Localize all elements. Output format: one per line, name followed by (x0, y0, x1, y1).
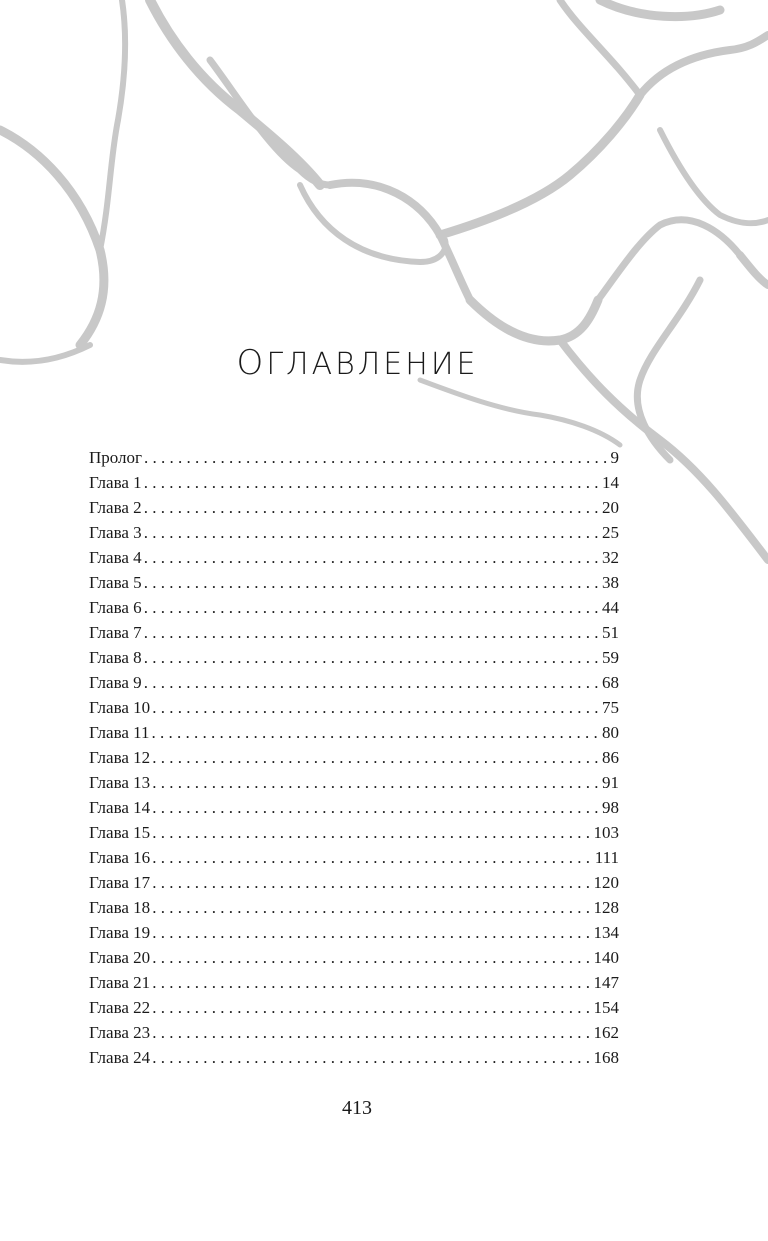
toc-entry-page: 120 (593, 873, 619, 892)
toc-leader-dots (152, 795, 600, 820)
toc-entry-page: 91 (602, 773, 619, 792)
toc-entry-page: 162 (593, 1023, 619, 1042)
toc-entry-label: Глава 7 (89, 623, 142, 642)
toc-leader-dots (144, 445, 608, 470)
toc-entry-page: 111 (594, 848, 619, 867)
toc-entry (89, 695, 619, 720)
toc-entry-label: Глава 4 (89, 548, 142, 567)
toc-leader-dots (144, 595, 600, 620)
toc-leader-dots (152, 770, 600, 795)
toc-leader-dots (152, 920, 591, 945)
toc-entry (89, 495, 619, 520)
toc-entry (89, 545, 619, 570)
toc-leader-dots (144, 495, 600, 520)
toc-entry (89, 995, 619, 1020)
toc-entry (89, 745, 619, 770)
toc-entry (89, 645, 619, 670)
toc-entry (89, 895, 619, 920)
toc-entry-page: 147 (593, 973, 619, 992)
toc-entry (89, 945, 619, 970)
toc-entry (89, 920, 619, 945)
toc-entry-page: 51 (602, 623, 619, 642)
toc-leader-dots (144, 520, 600, 545)
toc-entry (89, 770, 619, 795)
toc-leader-dots (152, 895, 591, 920)
toc-leader-dots (152, 820, 591, 845)
toc-entry-label: Глава 24 (89, 1048, 151, 1067)
toc-entry (89, 820, 619, 845)
toc-entry (89, 670, 619, 695)
toc-entry-label: Глава 21 (89, 973, 151, 992)
toc-entry (89, 445, 619, 470)
toc-entry (89, 970, 619, 995)
toc-entry-label: Глава 8 (89, 648, 142, 667)
toc-entry-page: 168 (593, 1048, 619, 1067)
toc-entry (89, 1045, 619, 1070)
toc-entry-page: 103 (593, 823, 619, 842)
toc-entry-label: Глава 15 (89, 823, 151, 842)
toc-entry (89, 870, 619, 895)
toc-leader-dots (144, 670, 600, 695)
toc-entry-label: Глава 3 (89, 523, 142, 542)
toc-entry-page: 59 (602, 648, 619, 667)
toc-leader-dots (152, 970, 591, 995)
toc-title-rest: ГЛАВЛЕНИЕ (266, 347, 479, 382)
toc-leader-dots (144, 645, 600, 670)
toc-entry-page: 140 (593, 948, 619, 967)
toc-leader-dots (144, 470, 600, 495)
toc-entry-label: Глава 12 (89, 748, 151, 767)
toc-leader-dots (152, 995, 591, 1020)
toc-leader-dots (152, 745, 600, 770)
toc-entry-label: Глава 6 (89, 598, 142, 617)
toc-leader-dots (152, 720, 600, 745)
toc-leader-dots (152, 1045, 591, 1070)
toc-entry-page: 98 (602, 798, 619, 817)
toc-entry (89, 1020, 619, 1045)
toc-entry-label: Глава 23 (89, 1023, 151, 1042)
toc-entry-label: Глава 16 (89, 848, 151, 867)
toc-entry-label: Глава 19 (89, 923, 151, 942)
toc-entry-page: 25 (602, 523, 619, 542)
toc-entry (89, 520, 619, 545)
toc-entry (89, 845, 619, 870)
toc-entry-label: Глава 10 (89, 698, 151, 717)
toc-entry-label: Глава 2 (89, 498, 142, 517)
toc-leader-dots (152, 870, 591, 895)
toc-leader-dots (144, 545, 600, 570)
toc-entry-label: Глава 13 (89, 773, 151, 792)
toc-entry-label: Глава 14 (89, 798, 151, 817)
toc-leader-dots (152, 1020, 591, 1045)
toc-title-initial: О (236, 343, 267, 383)
toc-entry (89, 470, 619, 495)
toc-entry-page: 32 (602, 548, 619, 567)
toc-entry (89, 570, 619, 595)
toc-entry-label: Глава 11 (89, 723, 150, 742)
page-number: 413 (342, 1097, 372, 1119)
toc-entry-page: 86 (602, 748, 619, 767)
toc-entry-page: 38 (602, 573, 619, 592)
toc-entry-page: 154 (593, 998, 619, 1017)
toc-entry-label: Глава 17 (89, 873, 151, 892)
toc-entry-label: Глава 9 (89, 673, 142, 692)
toc-entry-page: 44 (602, 598, 619, 617)
toc-entry-page: 9 (610, 448, 619, 467)
toc-entry (89, 720, 619, 745)
toc-entry (89, 620, 619, 645)
toc-entry-label: Глава 1 (89, 473, 142, 492)
toc-leader-dots (152, 845, 593, 870)
toc-entry-label: Глава 22 (89, 998, 151, 1017)
toc-entry-label: Глава 18 (89, 898, 151, 917)
toc-entry-page: 80 (602, 723, 619, 742)
toc-leader-dots (144, 620, 600, 645)
toc-entry-label: Глава 20 (89, 948, 151, 967)
toc-entry-page: 134 (593, 923, 619, 942)
toc-entry-page: 20 (602, 498, 619, 517)
toc-leader-dots (152, 945, 591, 970)
toc-leader-dots (144, 570, 600, 595)
toc-entry-label: Глава 5 (89, 573, 142, 592)
toc-entry-page: 128 (593, 898, 619, 917)
toc-entry-label: Пролог (89, 448, 143, 467)
toc-entry-page: 14 (602, 473, 619, 492)
toc-leader-dots (152, 695, 600, 720)
table-of-contents (89, 445, 619, 1070)
toc-title (0, 343, 715, 383)
toc-entry-page: 75 (602, 698, 619, 717)
toc-entry (89, 795, 619, 820)
toc-entry (89, 595, 619, 620)
toc-entry-page: 68 (602, 673, 619, 692)
